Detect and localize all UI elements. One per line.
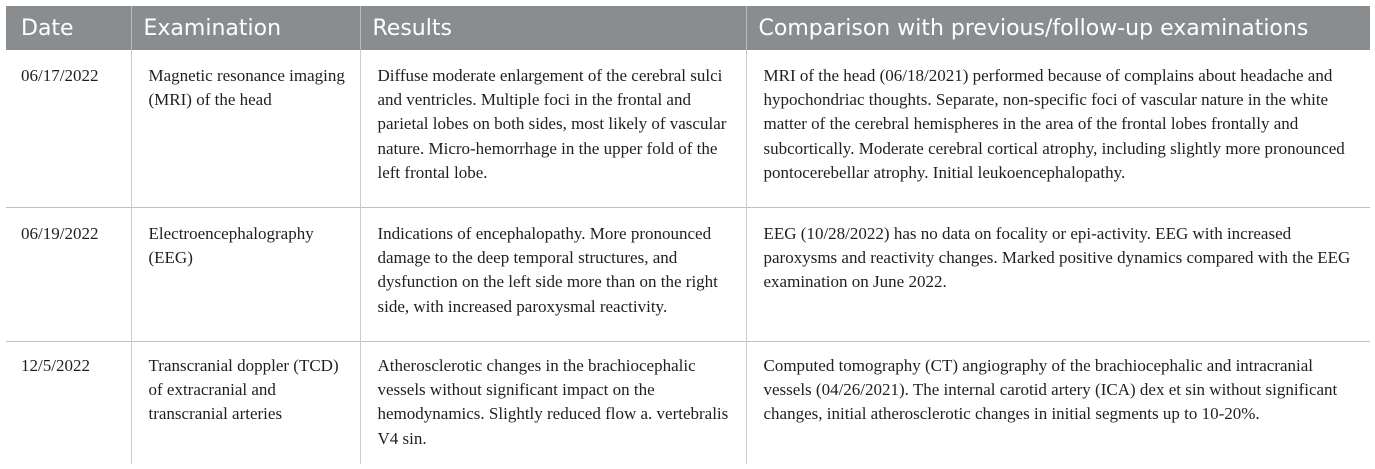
cell-results: Diffuse moderate enlargement of the cerebral sulci and ventricles. Multiple foci in the frontal and parietal lobes on both sides, most likely of vascular nature. Micro-hemorrhage in the upper fold of the left frontal lobe. [360, 50, 746, 208]
table-row [6, 50, 1370, 208]
cell-results: Indications of encephalopathy. More pronounced damage to the deep temporal structures, and dysfunction on the left side more than on the right side, with increased paroxysmal reactivity. [360, 208, 746, 342]
header-date: Date [6, 6, 131, 50]
cell-comparison: MRI of the head (06/18/2021) performed because of complains about headache and hypochondriac thoughts. Separate, non-specific foci of vascular nature in the white matter of the cerebral hemispheres in the area of the frontal lobes frontally and subcortically. Moderate cerebral cortical atrophy, including slightly more pronounced pontocerebellar atrophy. Initial leukoencephalopathy. [746, 50, 1370, 208]
cell-comparison: Computed tomography (CT) angiography of the brachiocephalic and intracranial vessels (04/26/2021). The internal carotid artery (ICA) dex et sin without significant changes, initial atherosclerotic changes in initial segments up to 10-20%. [746, 342, 1370, 465]
table-header [6, 6, 1370, 50]
cell-comparison: EEG (10/28/2022) has no data on focality or epi-activity. EEG with increased paroxysms and reactivity changes. Marked positive dynamics compared with the EEG examination on June 2022. [746, 208, 1370, 342]
table-row [6, 208, 1370, 342]
cell-examination: Transcranial doppler (TCD) of extracranial and transcranial arteries [131, 342, 360, 465]
cell-date: 06/19/2022 [21, 224, 99, 243]
cell-examination: Electroencephalography (EEG) [131, 208, 360, 342]
header-examination: Examination [131, 6, 360, 50]
cell-results: Atherosclerotic changes in the brachiocephalic vessels without significant impact on the hemodynamics. Slightly reduced flow a. vertebralis V4 sin. [360, 342, 746, 465]
header-results: Results [360, 6, 746, 50]
cell-date: 06/17/2022 [21, 66, 99, 85]
cell-date: 12/5/2022 [21, 356, 90, 375]
table-body [6, 50, 1370, 464]
header-row [6, 6, 1370, 50]
examinations-table [6, 6, 1370, 464]
table-row [6, 342, 1370, 465]
cell-examination: Magnetic resonance imaging (MRI) of the head [131, 50, 360, 208]
header-comparison: Comparison with previous/follow-up examinations [746, 6, 1370, 50]
